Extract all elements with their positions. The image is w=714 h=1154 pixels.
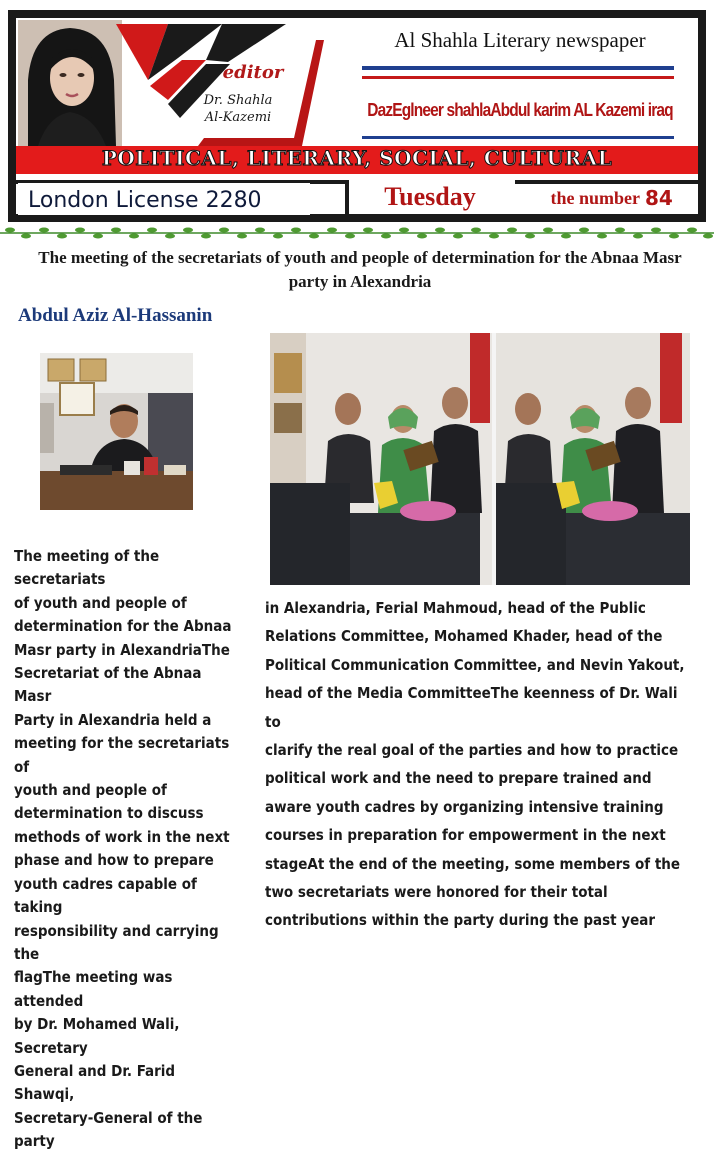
office-photo-image — [40, 353, 193, 510]
editor-portrait-image — [18, 20, 122, 146]
masthead-frame-left — [8, 10, 16, 222]
issue-number-label: the number — [550, 188, 640, 208]
red-chevron-logo-icon — [110, 20, 355, 146]
editor-portrait — [18, 20, 122, 146]
article-column-right — [265, 594, 695, 935]
masthead-frame-top — [8, 10, 706, 18]
title-rule-red — [362, 76, 674, 79]
issue-number-value: 84 — [645, 186, 673, 210]
newspaper-title: Al Shahla Literary newspaper — [394, 28, 646, 52]
category-band-text: POLITICAL, LITERARY, SOCIAL, CULTURAL — [101, 146, 613, 170]
editor-label: editor — [222, 62, 284, 83]
issue-day: Tuesday — [384, 182, 476, 211]
masthead — [0, 0, 714, 232]
green-vine-divider-icon — [0, 224, 714, 242]
article-column-left — [14, 545, 239, 1154]
article-headline: The meeting of the secretariats of youth and people of determination for the Abnaa Masr party in Alexandria — [38, 248, 682, 291]
title-rule-blue — [362, 66, 674, 70]
article-text-left: The meeting of the secretariats of youth and people of determination for the Abnaa Masr party in AlexandriaThe Secretariat of the Abnaa Masr Party in Alexandria held a meeting for the secretariats of youth and people of determination to discuss methods of work in the next phase and how to prepare youth cadres capable of taking responsibility and carrying the flagThe meeting was attended by Dr. Mohamed Wali, Secretary General and Dr. Farid Shawqi, Secretary-General of the party — [14, 547, 232, 1151]
author-office-photo — [40, 353, 193, 510]
editor-name-line2: Al-Kazemi — [204, 110, 272, 125]
article-byline: Abdul Aziz Al-Hassanin — [18, 305, 213, 326]
license-label: London License 2280 — [18, 183, 310, 215]
brand-logo — [110, 20, 355, 146]
ceremony-photo-image — [270, 333, 690, 585]
founder-rule-blue — [362, 136, 674, 139]
masthead-frame-bottom — [8, 214, 706, 222]
editor-name-line1: Dr. Shahla — [203, 93, 273, 108]
honoring-ceremony-photo — [270, 333, 690, 585]
founder-line: DazEglneer shahlaAbdul karim AL Kazemi iraq — [367, 100, 673, 120]
article-text-right: in Alexandria, Ferial Mahmoud, head of the Public Relations Committee, Mohamed Khader, head of the Political Communication Committee, and Nevin Yakout, head of the Media CommitteeThe keenness of Dr. Wali to clarify the real goal of the parties and how to practice political work and the need to prepare trained and aware youth cadres by organizing intensive training courses in preparation for empowerment in the next stageAt the end of the meeting, some members of the two secretariats were honored for their total contributions within the party during the past year — [265, 599, 685, 930]
editor-name — [168, 92, 308, 126]
